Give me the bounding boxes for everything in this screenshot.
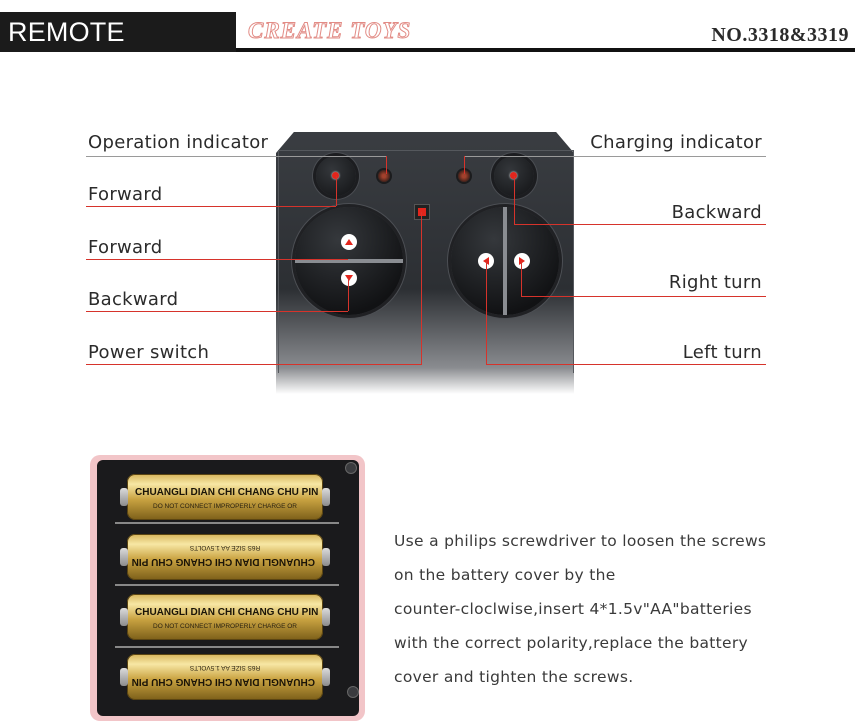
screw-icon [345,462,357,474]
battery-sublabel: DO NOT CONNECT IMPROPERLY CHARGE OR [153,623,297,630]
header-title: REMOTE CONTROL [0,12,236,52]
leader-operation-indicator [86,156,386,157]
label-backward-pad: Backward [88,289,179,310]
leader-power-switch-rise [421,212,422,364]
right-turn-arrow-icon [514,253,530,269]
leader-right-turn-rise [521,261,522,296]
backward-arrow-icon [341,270,357,286]
battery-label: CHUANGLI DIAN CHI CHANG CHU PIN [135,607,319,618]
battery-sublabel: R6S SIZE AA 1.5VOLTS [189,544,261,551]
header-divider [236,48,855,52]
label-forward-pad: Forward [88,237,163,258]
battery-label: CHUANGLI DIAN CHI CHANG CHU PIN [131,556,315,567]
battery-instructions [394,528,814,698]
forward-arrow-icon [341,234,357,250]
right-pad-divider [503,207,507,315]
leader-charging-indicator [464,156,766,157]
battery-label: CHUANGLI DIAN CHI CHANG CHU PIN [131,676,315,687]
label-operation-indicator: Operation indicator [88,132,269,153]
screw-icon [347,686,359,698]
leader-operation-indicator-drop [386,156,387,174]
label-forward-top: Forward [88,184,163,205]
instruction-line: Use a philips screwdriver to loosen the screws [394,532,767,550]
power-switch [414,204,430,220]
leader-charging-indicator-drop [464,156,465,174]
label-left-turn: Left turn [682,342,762,363]
label-power-switch: Power switch [88,342,210,363]
leader-left-turn-rise [486,261,487,364]
page-header [0,0,855,87]
instruction-line: with the correct polarity,replace the battery [394,634,748,652]
battery-4 [127,654,323,700]
label-charging-indicator: Charging indicator [590,132,762,153]
leader-backward-pad-rise [348,278,349,311]
compartment-rail [115,522,339,524]
leader-left-turn [486,364,766,365]
battery-label: CHUANGLI DIAN CHI CHANG CHU PIN [135,487,319,498]
leader-forward-top [86,206,336,207]
instruction-line: on the battery cover by the [394,566,616,584]
battery-1 [127,474,323,520]
battery-sublabel: R6S SIZE AA 1.5VOLTS [189,664,261,671]
battery-sublabel: DO NOT CONNECT IMPROPERLY CHARGE OR [153,503,297,510]
instruction-line: cover and tighten the screws. [394,668,634,686]
leader-backward-right-rise [514,176,515,224]
leader-forward-pad [86,259,348,260]
compartment-rail [115,646,339,648]
operation-indicator-led [378,170,390,182]
header-model-number: NO.3318&3319 [711,24,849,46]
leader-power-switch [86,364,422,365]
battery-3 [127,594,323,640]
battery-2 [127,534,323,580]
label-right-turn: Right turn [668,272,762,293]
leader-backward-pad [86,311,348,312]
label-backward-right: Backward [671,202,762,223]
compartment-rail [115,584,339,586]
leader-forward-top-rise [336,176,337,206]
leader-right-turn [521,296,766,297]
header-brand: CREATE TOYS [248,18,412,43]
leader-backward-right [514,224,766,225]
left-direction-pad [295,207,403,315]
battery-compartment [97,460,359,716]
instruction-line: counter-cloclwise,insert 4*1.5v"AA"batteries [394,600,752,618]
